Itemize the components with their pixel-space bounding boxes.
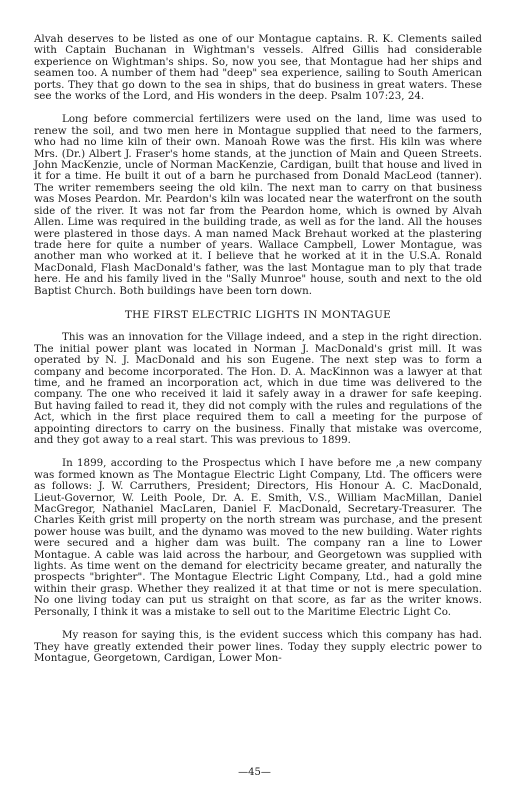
paragraph-electric-company: In 1899, according to the Prospectus which I have before me ,a new company was formed known as The Montague Electric Light Company, Ltd. The officers were as follows: J. W. Carruthers, President; Directors, His Honour A. C. MacDonald, Lieut-Governor, W. Leith Poole, Dr. A. E. Smith, V.S., William MacMillan, Daniel MacGregor, Nathaniel MacLaren, Daniel F. MacDonald, Secretary-Treasurer. The Charles Keith grist mill property on the north stream was purchase, and the present power house was built, and the dynamo was moved to the new building. Water rights were secured and a higher dam was built. The company ran a line to Lower Montague. A cable was laid across the harbour, and Georgetown was supplied with lights. As time went on the demand for electricity became greater, and naturally the prospects "brighter". The Montague Electric Light Company, Ltd., had a gold mine within their grasp. Whether they realized it at that time or not is mere speculation. No one living today can put us straight on that score, as far as the writer knows. Personally, I think it was a mistake to sell out to the Maritime Electric Light Co. bbox=[34, 457, 482, 618]
paragraph-lime-kilns: Long before commercial fertilizers were used on the land, lime was used to renew the soil, and two men here in Montague supplied that need to the farmers, who had no lime kiln of their own. Manoah Rowe was the first. His kiln was where Mrs. (Dr.) Albert J. Fraser's home stands, at the junction of Main and Queen Streets. John MacKenzie, uncle of Norman MacKenzie, Cardigan, built that house and lived in it for a time. He built it out of a barn he purchased from Donald MacLeod (tanner). The writer remembers seeing the old kiln. The next man to carry on that business was Moses Peardon. Mr. Peardon's kiln was located near the waterfront on the south side of the river. It was not far from the Peardon home, which is owned by Alvah Allen. Lime was required in the building trade, as well as for the land. All the houses were plastered in those days. A man named Mack Brehaut worked at the plastering trade here for quite a number of years. Wallace Campbell, Lower Montague, was another man who worked at it. I believe that he worked at it in the U.S.A. Ronald MacDonald, Flash MacDonald's father, was the last Montague man to ply that trade here. He and his family lived in the "Sally Munroe" house, south and next to the old Baptist Church. Both buildings have been torn down. bbox=[34, 113, 482, 297]
paragraph-company-success: My reason for saying this, is the evident success which this company has had. They have greatly extended their power lines. Today they supply electric power to Montague, Georgetown, Cardigan, Lower Mon- bbox=[34, 629, 482, 664]
paragraph-captains: Alvah deserves to be listed as one of our Montague captains. R. K. Clements sailed with Captain Buchanan in Wightman's vessels. Alfred Gillis had considerable experience on Wightman's ships. So, now you see, that Montague had her ships and seamen too. A number of them had "deep" sea experience, sailing to South American ports. They that go down to the sea in ships, that do business in great waters. These see the works of the Lord, and His wonders in the deep. Psalm 107:23, 24. bbox=[34, 33, 482, 103]
page-number: —45— bbox=[238, 767, 271, 778]
paragraph-power-plant: This was an innovation for the Village indeed, and a step in the right direction. The initial power plant was located in Norman J. MacDonald's grist mill. It was operated by N. J. MacDonald and his son Eugene. The next step was to form a company and become incorporated. The Hon. D. A. MacKinnon was a lawyer at that time, and he framed an incorporation act, which in due time was delivered to the company. The one who received it laid it safely away in a drawer for safe keeping. But having failed to read it, they did not comply with the rules and regulations of the Act, which in the first place required them to call a meeting for the purpose of appointing directors to carry on the business. Finally that mistake was overcome, and they got away to a real start. This was previous to 1899. bbox=[34, 331, 482, 446]
page-text bbox=[34, 34, 482, 664]
section-heading: THE FIRST ELECTRIC LIGHTS IN MONTAGUE bbox=[124, 308, 392, 321]
